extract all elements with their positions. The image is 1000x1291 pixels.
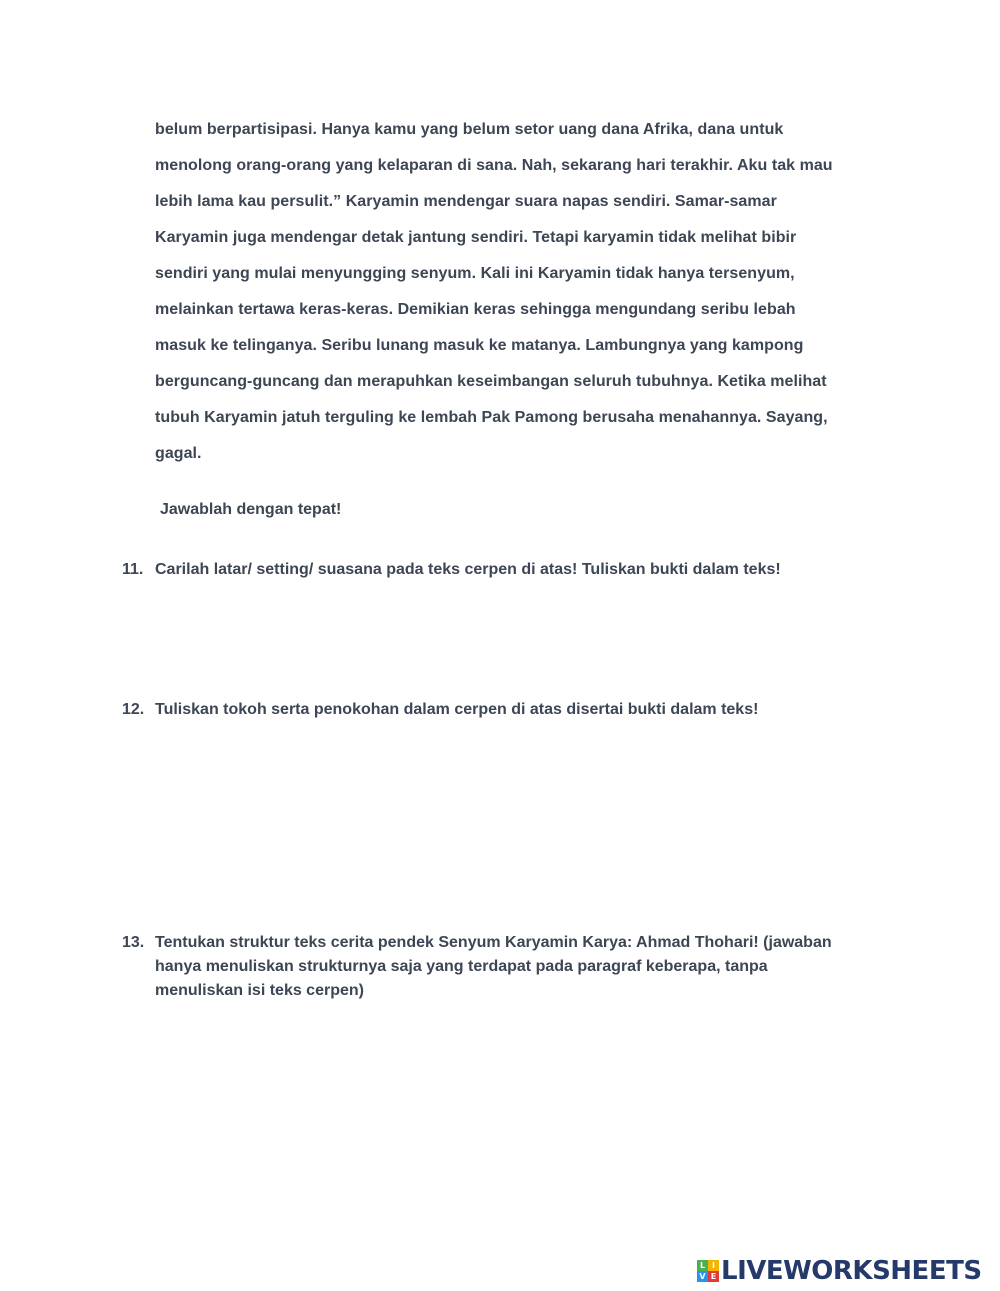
logo-mark-letter: L [697,1260,708,1271]
question-line: hanya menuliskan strukturnya saja yang terdapat pada paragraf keberapa, tanpa [155,958,768,975]
question-11 [122,558,902,582]
question-text [155,931,902,1003]
liveworksheets-logo[interactable] [697,1257,982,1285]
question-text [155,558,902,582]
question-13 [122,931,902,1003]
story-line: melainkan tertawa keras-keras. Demikian keras sehingga mengundang seribu lebah [155,301,796,318]
question-line: Tentukan struktur teks cerita pendek Senyum Karyamin Karya: Ahmad Thohari! (jawaban [155,934,832,951]
question-number: 12. [122,701,145,718]
question-text [155,698,902,722]
story-line: gagal. [155,445,202,462]
story-excerpt [155,112,915,472]
story-line: sendiri yang mulai menyungging senyum. Kali ini Karyamin tidak hanya tersenyum, [155,265,795,282]
story-line: lebih lama kau persulit.” Karyamin mendengar suara napas sendiri. Samar-samar [155,193,777,210]
logo-mark-letter: V [697,1271,708,1282]
logo-mark-letter: E [708,1271,719,1282]
story-line: Karyamin juga mendengar detak jantung sendiri. Tetapi karyamin tidak melihat bibir [155,229,797,246]
question-12 [122,698,902,722]
story-line: berguncang-guncang dan merapuhkan keseimbangan seluruh tubuhnya. Ketika melihat [155,373,827,390]
question-number: 13. [122,934,145,951]
logo-mark-icon [697,1260,719,1282]
story-line: tubuh Karyamin jatuh terguling ke lembah Pak Pamong berusaha menahannya. Sayang, [155,409,828,426]
question-number: 11. [122,561,144,578]
story-line: masuk ke telinganya. Seribu lunang masuk ke matanya. Lambungnya yang kampong [155,337,804,354]
question-line: Carilah latar/ setting/ suasana pada teks cerpen di atas! Tuliskan bukti dalam teks! [155,561,781,578]
story-line: belum berpartisipasi. Hanya kamu yang belum setor uang dana Afrika, dana untuk [155,121,784,138]
question-line: menuliskan isi teks cerpen) [155,982,364,999]
story-line: menolong orang-orang yang kelaparan di sana. Nah, sekarang hari terakhir. Aku tak mau [155,157,833,174]
logo-wordmark: LIVEWORKSHEETS [721,1256,982,1286]
logo-mark-letter: I [708,1260,719,1271]
question-line: Tuliskan tokoh serta penokohan dalam cerpen di atas disertai bukti dalam teks! [155,701,759,718]
instruction-heading: Jawablah dengan tepat! [160,501,342,518]
